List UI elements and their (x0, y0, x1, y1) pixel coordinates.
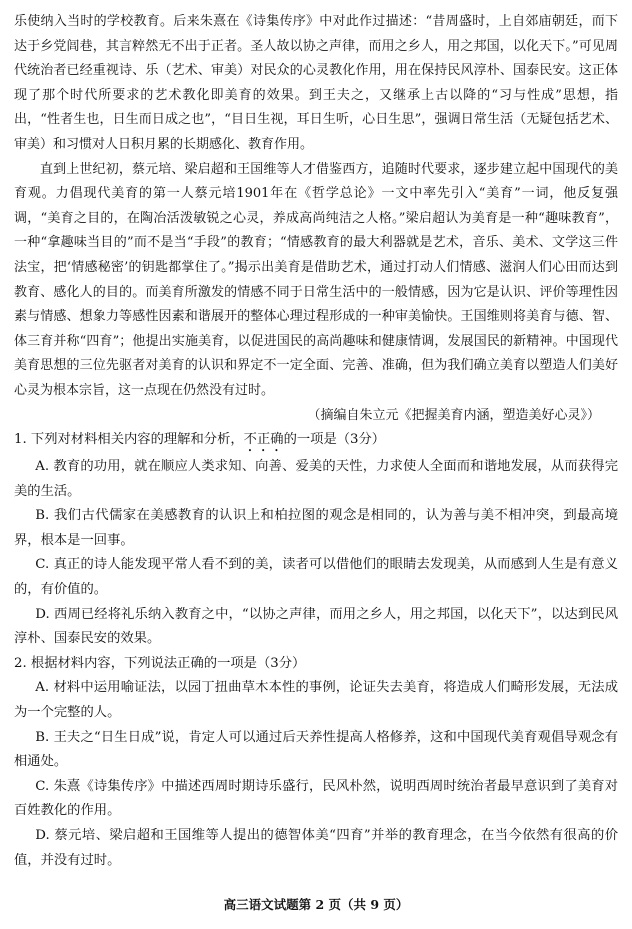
question-2-option-a: A. 材料中运用喻证法，以园丁扭曲草木本性的事例，论证失去美育，将造成人们畸形发展，无法成为一个完整的人。 (14, 680, 618, 721)
question-1-option-d: D. 西周已经将礼乐纳入教育之中，“以协之声律，而用之乡人，用之邦国，以化天下”，以达到民风淳朴、国泰民安的效果。 (14, 606, 618, 647)
emphasis-not-correct: 不正确 (243, 432, 284, 448)
passage-source: （摘编自朱立元《把握美育内涵，塑造美好心灵》） (307, 407, 600, 423)
page-footer: 高三语文试题第 2 页（共 9 页） (223, 897, 409, 912)
question-1-option-a: A. 教育的功用，就在顺应人类求知、向善、爱美的天性，力求使人全面而和谐地发展，从而获得完美的生活。 (14, 459, 618, 499)
question-1-stem: 1. 下列对材料相关内容的理解和分析，不正确的一项是（3分） (14, 432, 386, 448)
question-2-option-c: C. 朱熹《诗集传序》中描述西周时期诗乐盛行，民风朴然，说明西周时统治者最早意识到了美育对百姓教化的作用。 (14, 778, 618, 819)
question-2-option-d: D. 蔡元培、梁启超和王国维等人提出的德智体美“四育”并举的教育理念，在当今依然有很高的价值，并没有过时。 (14, 828, 618, 868)
question-1 (14, 428, 618, 652)
question-1-option-c: C. 真正的诗人能发现平常人看不到的美，读者可以借他们的眼睛去发现美，从而感到人生是有意义的，有价值的。 (14, 557, 618, 598)
question-2-stem: 2. 根据材料内容，下列说法正确的一项是（3分） (14, 655, 306, 671)
passage-paragraph-1: 乐使纳入当时的学校教育。后来朱熹在《诗集传序》中对此作过描述：“昔周盛时，上自郊庙朝廷，而下达于乡党闾巷，其言粹然无不出于正者。圣人故以协之声律，而用之乡人，用之邦国，以化天下。”可见周代统治者已经重视诗、乐（艺术、审美）对民众的心灵教化作用，用在保持民风淳朴、国泰民安。这正体现了那个时代所要求的艺术教化即美育的效果。到王夫之，又继承上古以降的“习与性成”思想，指出，“性者生也，日生而日成之也”，“目日生视，耳日生听，心日生思”，强调日常生活（无疑包括艺术、审美）和习惯对人日积月累的长期感化、教育作用。 (14, 14, 618, 152)
question-2 (14, 652, 618, 873)
question-1-option-b: B. 我们古代儒家在美感教育的认识上和柏拉图的观念是相同的，认为善与美不相冲突，到最高境界，根本是一回事。 (14, 508, 618, 548)
question-2-option-b: B. 王夫之“日生日成”说，肯定人可以通过后天养性提高人格修养，这和中国现代美育观倡导观念有相通处。 (14, 729, 618, 770)
passage-paragraph-2: 直到上世纪初，蔡元培、梁启超和王国维等人才借鉴西方，追随时代要求，逐步建立起中国现代的美育观。力倡现代美育的第一人蔡元培1901年在《哲学总论》一文中率先引入“美育”一词，他反复强调，“美育之目的，在陶冶活泼敏锐之心灵，养成高尚纯洁之人格。”梁启超认为美育是一种“趣味教育”，一种“拿趣味当目的”而不是当“手段”的教育；“情感教育的最大利器就是艺术，音乐、美术、文学这三件法宝，把‘情感秘密’的钥匙都掌住了。”揭示出美育是借助艺术，通过打动人们情感、滋润人们心田而达到教育、感化人的目的。而美育所激发的情感不同于日常生活中的一般情感，因为它是认识、评价等理性因素与情感、想象力等感性因素和谐展开的整体心理过程形成的一种审美愉快。王国维则将美育与德、智、体三育并称“四育”；他提出实施美育，以促进国民的高尚趣味和健康情调，发展国民的新精神。中国现代美育思想的三位先驱者对美育的认识和界定不一定全面、完善、准确，但为我们确立美育以塑造人们美好心灵为根本宗旨，这一点现在仍然没有过时。 (14, 161, 618, 398)
